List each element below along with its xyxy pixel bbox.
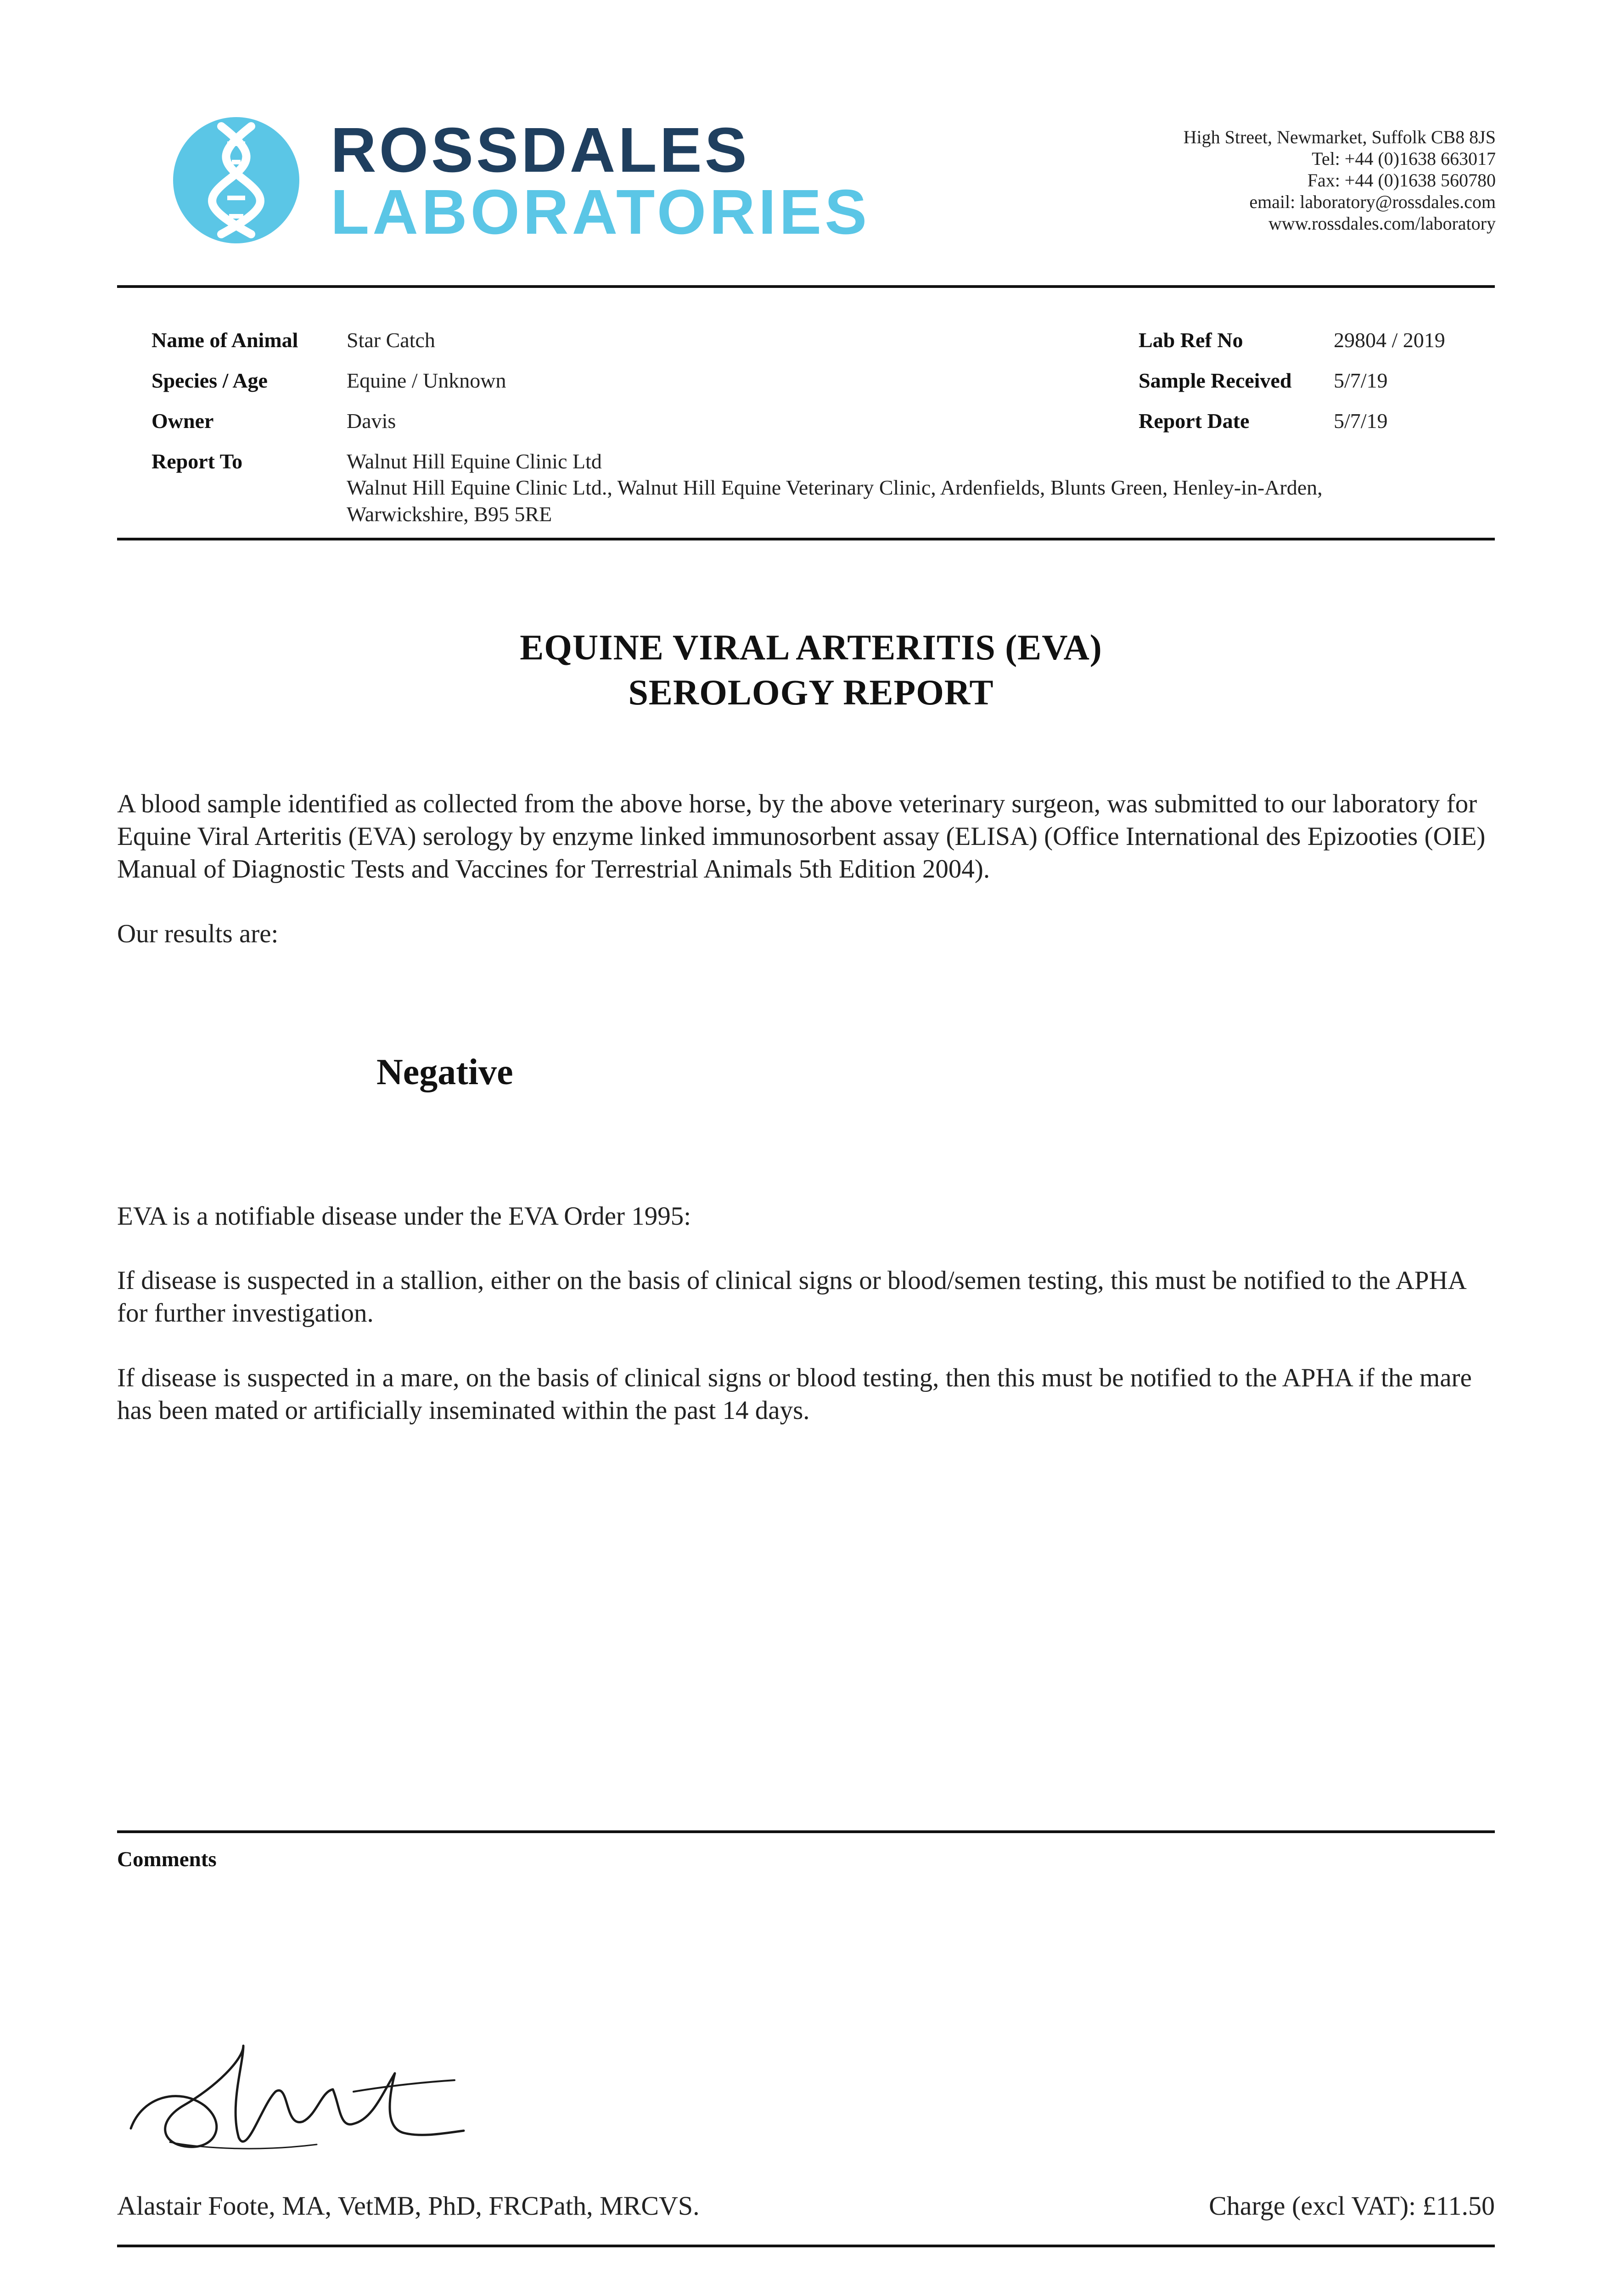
sample-received-label: Sample Received [1139,369,1292,392]
name-of-animal-label: Name of Animal [152,328,298,352]
report-to-label: Report To [152,450,243,473]
mare-paragraph: If disease is suspected in a mare, on the basis of clinical signs or blood testing, then this must be notified to the APHA if the mare has been mated or artificially inseminated within the past 14 days. [117,1363,1472,1425]
species-age-value: Equine / Unknown [347,369,506,392]
contact-block [991,126,1496,234]
footer-divider [117,2245,1495,2247]
owner-value: Davis [347,409,396,433]
signatory-name: Alastair Foote, MA, VetMB, PhD, FRCPath, MRCVS. [117,2191,700,2221]
report-to-line-3: Warwickshire, B95 5RE [347,502,552,526]
sample-received-value: 5/7/19 [1334,369,1388,392]
contact-tel: Tel: +44 (0)1638 663017 [1312,148,1496,169]
test-result: Negative [376,1052,513,1092]
lab-ref-value: 29804 / 2019 [1334,328,1445,352]
contact-fax: Fax: +44 (0)1638 560780 [1307,170,1496,191]
stallion-paragraph: If disease is suspected in a stallion, either on the basis of clinical signs or blood/semen testing, this must be notified to the APHA for further investigation. [117,1266,1465,1328]
contact-website[interactable]: www.rossdales.com/laboratory [1268,213,1496,234]
report-title-line-2: SEROLOGY REPORT [628,672,994,712]
owner-label: Owner [152,409,214,433]
intro-paragraph: A blood sample identified as collected from the above horse, by the above veterinary surgeon, was submitted to our laboratory for Equine Viral Arteritis (EVA) serology by enzyme linked immunosorbent assay (ELISA) (Office International des Epizooties (OIE) Manual of Diagnostic Tests and Vaccines for Terrestrial Animals 5th Edition 2004). [117,789,1486,884]
name-of-animal-value: Star Catch [347,328,435,352]
charge-amount: Charge (excl VAT): £11.50 [1209,2191,1495,2221]
dna-helix-icon [173,117,299,243]
header-divider [117,285,1495,288]
contact-email[interactable]: email: laboratory@rossdales.com [1249,191,1496,212]
contact-address: High Street, Newmarket, Suffolk CB8 8JS [1183,127,1496,147]
report-to-line-2: Walnut Hill Equine Clinic Ltd., Walnut Hill Equine Veterinary Clinic, Ardenfields, Blunts Green, Henley-in-Arden, [347,476,1323,499]
report-date-value: 5/7/19 [1334,409,1388,433]
logo-word-laboratories: LABORATORIES [331,177,870,248]
logo-word-rossdales: ROSSDALES [331,115,750,186]
comments-label: Comments [117,1847,217,1871]
comments-divider [117,1830,1495,1833]
species-age-label: Species / Age [152,369,268,392]
notifiable-paragraph: EVA is a notifiable disease under the EVA Order 1995: [117,1202,691,1231]
results-lead: Our results are: [117,919,279,948]
lab-ref-label: Lab Ref No [1139,328,1243,352]
report-date-label: Report Date [1139,409,1250,433]
report-to-line-1: Walnut Hill Equine Clinic Ltd [347,450,602,473]
info-divider [117,538,1495,540]
report-title-line-1: EQUINE VIRAL ARTERITIS (EVA) [520,627,1102,667]
signature-image [124,2037,473,2161]
